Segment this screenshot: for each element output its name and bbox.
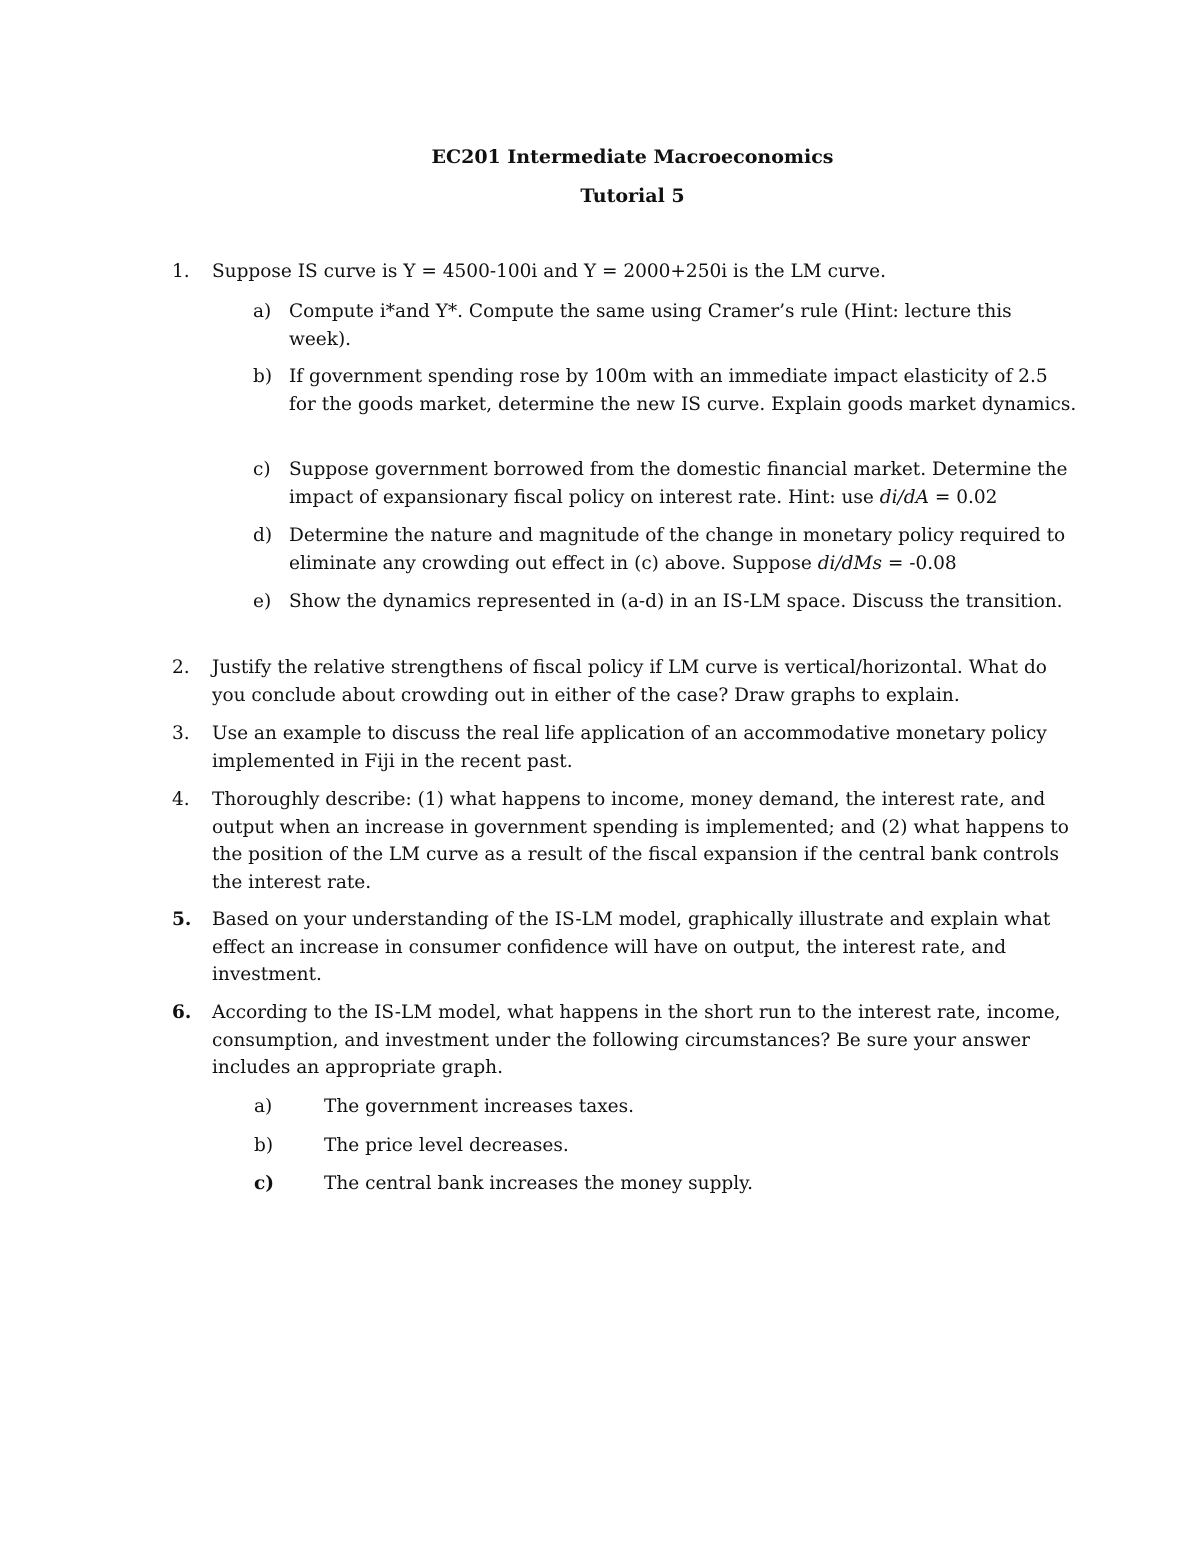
question-text: Use an example to discuss the real life application of an accommodative monetary policy implemented in Fiji in the recent past. — [212, 723, 1047, 772]
part-label: b) — [253, 366, 273, 387]
part-text: Compute i*and Y*. Compute the same using Cramer’s rule (Hint: lecture this week). — [289, 301, 1012, 350]
question-number: 4. — [172, 789, 190, 810]
course-title: EC201 Intermediate Macroeconomics — [431, 146, 834, 168]
part-text: Show the dynamics represented in (a-d) in an IS-LM space. Discuss the transition. — [289, 591, 1063, 612]
part-text — [289, 522, 1079, 577]
part-label: c) — [254, 1173, 275, 1194]
tutorial-title: Tutorial 5 — [580, 185, 685, 207]
part-text: The government increases taxes. — [324, 1096, 634, 1117]
question-text: Based on your understanding of the IS-LM model, graphically illustrate and explain what effect an increase in consumer confidence will have on output, the interest rate, and investment. — [212, 909, 1051, 985]
part-text-main: Suppose government borrowed from the domestic financial market. Determine the impact of expansionary fiscal policy on interest rate. Hint: use — [289, 459, 1068, 508]
question-number: 1. — [172, 261, 190, 282]
part-label: a) — [253, 301, 272, 322]
part-text-value: = -0.08 — [881, 552, 957, 574]
part-label: b) — [254, 1135, 274, 1156]
part-text-value: = 0.02 — [928, 486, 998, 508]
part-text-main: Determine the nature and magnitude of the change in monetary policy required to eliminate any crowding out effect in (c) above. Suppose — [289, 525, 1066, 574]
formula-di-dA: di/dA — [879, 486, 929, 508]
part-label: d) — [253, 525, 273, 546]
question-number: 2. — [172, 657, 190, 678]
part-label: c) — [253, 459, 271, 480]
question-text: According to the IS-LM model, what happens in the short run to the interest rate, income, consumption, and investment under the following circumstances? Be sure your answer includes an appropriate graph. — [212, 1002, 1061, 1078]
part-text — [289, 456, 1079, 511]
question-text: Thoroughly describe: (1) what happens to income, money demand, the interest rate, and output when an increase in government spending is implemented; and (2) what happens to the position of the LM curve as a result of the fiscal expansion if the central bank controls the interest rate. — [212, 789, 1069, 893]
part-text: The price level decreases. — [324, 1135, 569, 1156]
formula-di-dMs: di/dMs — [817, 552, 882, 574]
question-number: 3. — [172, 723, 190, 744]
question-text: Suppose IS curve is Y = 4500-100i and Y = 2000+250i is the LM curve. — [212, 261, 887, 282]
part-label: a) — [254, 1096, 273, 1117]
question-number: 6. — [172, 1002, 192, 1023]
part-text: The central bank increases the money supply. — [324, 1173, 754, 1194]
question-text: Justify the relative strengthens of fiscal policy if LM curve is vertical/horizontal. What do you conclude about crowding out in either of the case? Draw graphs to explain. — [212, 657, 1047, 706]
part-text: If government spending rose by 100m with an immediate impact elasticity of 2.5 for the goods market, determine the new IS curve. Explain goods market dynamics. — [289, 366, 1077, 415]
question-number: 5. — [172, 909, 192, 930]
part-label: e) — [253, 591, 272, 612]
